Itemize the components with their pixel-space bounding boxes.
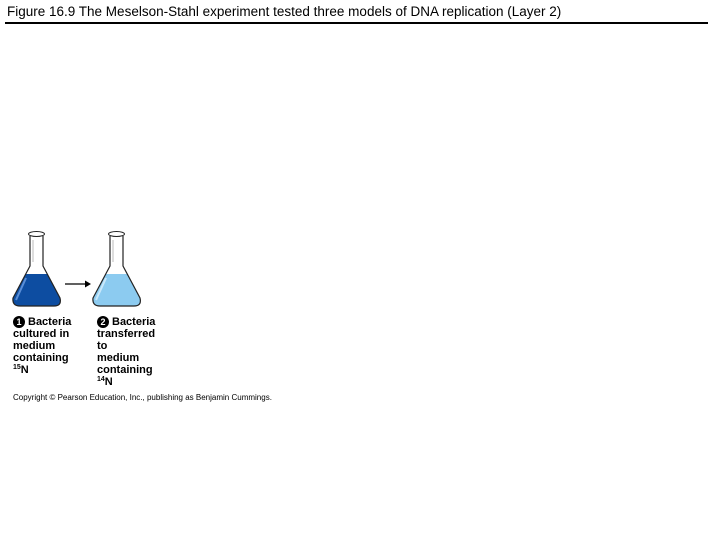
slide-title: Figure 16.9 The Meselson-Stahl experiment tested three models of DNA replication (Layer 2) <box>7 4 562 19</box>
step-2-isotope <box>97 376 155 388</box>
flask-2-icon <box>0 232 720 315</box>
step-2-number-badge: 2 <box>97 316 109 328</box>
step-1-line-1: Bacteria <box>28 316 72 328</box>
step-2-line-3: to <box>97 340 108 352</box>
step-1-isotope-mass: 15 <box>13 364 21 371</box>
step-1-number-badge: 1 <box>13 316 25 328</box>
step-1-first-line <box>13 316 71 328</box>
step-2-isotope-element: N <box>104 376 113 388</box>
step-2-line-2: transferred <box>97 328 156 340</box>
step-1-isotope <box>13 364 71 376</box>
step-1-line-4: containing <box>13 352 69 364</box>
step-2-line-1: Bacteria <box>112 316 156 328</box>
copyright-notice: Copyright © Pearson Education, Inc., publishing as Benjamin Cummings. <box>13 393 272 402</box>
step-1-label <box>13 316 71 376</box>
step-2-line-4: medium <box>97 352 140 364</box>
transfer-arrow-icon <box>65 281 91 288</box>
step-2-isotope-mass: 14 <box>97 376 105 383</box>
flask-2-medium <box>0 274 720 314</box>
step-1-line-3: medium <box>13 340 56 352</box>
step-2-line-5: containing <box>97 364 153 376</box>
step-1-line-2: cultured in <box>13 328 70 340</box>
step-2-first-line <box>97 316 155 328</box>
step-1-isotope-element: N <box>20 364 29 376</box>
step-2-label <box>97 316 155 388</box>
